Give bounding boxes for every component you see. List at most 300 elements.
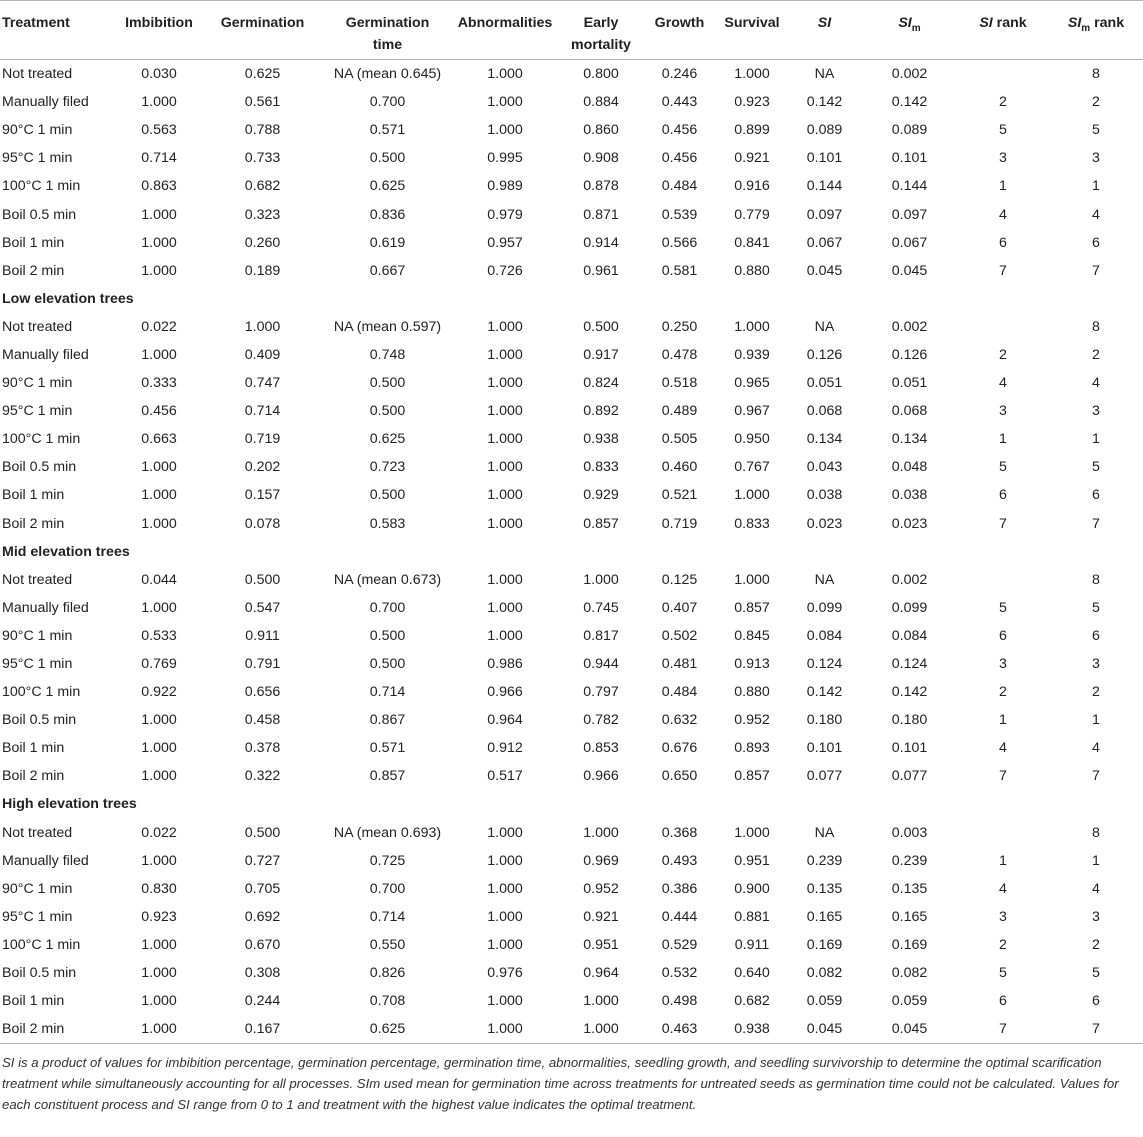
table-cell: 0.727 — [244, 852, 281, 869]
table-cell: 1.000 — [141, 94, 177, 111]
group-heading-row — [0, 790, 1143, 818]
table-cell: 0.409 — [244, 346, 281, 363]
table-cell: 1.000 — [487, 852, 523, 869]
table-cell: 0.860 — [583, 122, 619, 139]
table-cell: 0.077 — [891, 768, 928, 785]
table-cell: Boil 0.5 min — [2, 965, 77, 982]
table-cell: 0.101 — [806, 740, 843, 757]
table-row — [0, 1015, 1143, 1044]
table-cell: 5 — [1092, 965, 1100, 982]
table-cell: 0.142 — [806, 684, 843, 701]
table-cell: 1.000 — [487, 375, 523, 392]
table-cell: 0.484 — [661, 684, 698, 701]
table-row — [0, 200, 1143, 228]
table-cell: 1.000 — [141, 459, 177, 476]
table-row — [0, 594, 1143, 622]
table-cell: 0.952 — [734, 712, 770, 729]
table-cell: 0.322 — [244, 768, 281, 785]
table-cell: 0.800 — [583, 66, 619, 83]
table-cell: 0.881 — [734, 908, 770, 925]
table-cell: 0.682 — [734, 993, 770, 1010]
table-cell: 100°C 1 min — [2, 431, 81, 448]
table-row — [0, 257, 1143, 285]
table-cell: 0.533 — [141, 627, 177, 644]
table-cell: 0.134 — [806, 431, 843, 448]
table-cell: 0.002 — [891, 571, 928, 588]
table-cell: 6 — [1092, 993, 1100, 1010]
column-header: Germination time — [345, 15, 430, 53]
table-cell: 0.458 — [244, 712, 281, 729]
table-cell: Boil 1 min — [2, 234, 65, 251]
table-cell: 0.961 — [583, 262, 619, 279]
table-cell: 3 — [999, 908, 1007, 925]
table-cell: 90°C 1 min — [2, 627, 73, 644]
table-cell: 0.067 — [891, 234, 928, 251]
table-cell: 0.481 — [661, 656, 698, 673]
table-cell: 0.126 — [891, 346, 928, 363]
table-cell: 7 — [1092, 768, 1100, 785]
table-cell: 1 — [1092, 712, 1100, 729]
table-row — [0, 172, 1143, 200]
table-cell: 0.082 — [806, 965, 843, 982]
table-cell: Manually filed — [2, 852, 89, 869]
table-cell: 3 — [1092, 908, 1100, 925]
table-cell: 0.939 — [734, 346, 770, 363]
table-cell: 0.456 — [661, 150, 698, 167]
table-cell: 0.484 — [661, 178, 698, 195]
column-header: Germination — [220, 15, 305, 31]
table-cell: 0.705 — [244, 880, 281, 897]
table-cell: 0.824 — [583, 375, 619, 392]
table-cell: 0.714 — [369, 684, 406, 701]
table-cell: 0.333 — [141, 375, 177, 392]
table-row — [0, 706, 1143, 734]
table-cell: 1.000 — [487, 346, 523, 363]
table-cell: 0.378 — [244, 740, 281, 757]
table-cell: 0.723 — [369, 459, 406, 476]
table-cell: 1.000 — [141, 346, 177, 363]
table-cell: 0.656 — [244, 684, 281, 701]
table-cell: 100°C 1 min — [2, 936, 81, 953]
table-cell: 0.167 — [244, 1021, 281, 1038]
table-cell: 0.084 — [891, 627, 928, 644]
table-cell: 0.700 — [369, 94, 406, 111]
table-cell: 0.726 — [487, 262, 523, 279]
table-cell: 0.045 — [806, 262, 843, 279]
table-cell: 7 — [999, 768, 1007, 785]
table-cell: 4 — [1092, 880, 1100, 897]
column-header: Survival — [724, 15, 780, 31]
table-cell: 0.068 — [806, 403, 843, 420]
table-cell: 0.084 — [806, 627, 843, 644]
table-cell: 8 — [1092, 824, 1100, 841]
table-cell: 1.000 — [244, 318, 281, 335]
table-cell — [957, 313, 1049, 341]
table-cell: 0.957 — [487, 234, 523, 251]
table-cell: 0.571 — [369, 122, 406, 139]
table-cell: 1.000 — [487, 515, 523, 532]
table-cell: 7 — [1092, 515, 1100, 532]
table-cell: Boil 0.5 min — [2, 206, 77, 223]
table-row — [0, 762, 1143, 790]
table-cell: 0.880 — [734, 262, 770, 279]
table-cell: 1.000 — [487, 627, 523, 644]
table-cell: 0.571 — [369, 740, 406, 757]
column-header: Abnormalities — [457, 15, 553, 31]
table-cell: 0.782 — [583, 712, 619, 729]
table-cell: 0.966 — [583, 768, 619, 785]
table-cell: 1.000 — [141, 262, 177, 279]
table-row — [0, 734, 1143, 762]
table-cell: 0.022 — [141, 824, 177, 841]
table-cell: 2 — [999, 684, 1007, 701]
table-cell: 0.202 — [244, 459, 281, 476]
table-cell: NA (mean 0.645) — [333, 66, 442, 83]
table-cell: 0.719 — [244, 431, 281, 448]
table-row — [0, 987, 1143, 1015]
table-cell: 1.000 — [487, 908, 523, 925]
table-cell: 0.518 — [661, 375, 698, 392]
table-cell: 0.917 — [583, 346, 619, 363]
table-cell: 0.857 — [734, 768, 770, 785]
table-cell: 0.456 — [661, 122, 698, 139]
table-cell: 6 — [999, 627, 1007, 644]
column-header: $SI_m$ rank — [1067, 15, 1125, 34]
table-cell: 0.995 — [487, 150, 523, 167]
table-cell: 0.500 — [583, 318, 619, 335]
table-cell: 0.134 — [891, 431, 928, 448]
table-cell: 2 — [1092, 346, 1100, 363]
table-cell: 1.000 — [583, 571, 619, 588]
table-cell: 0.059 — [806, 993, 843, 1010]
table-cell: 6 — [1092, 627, 1100, 644]
table-cell: 0.539 — [661, 206, 698, 223]
table-cell: 6 — [999, 993, 1007, 1010]
table-cell: 0.500 — [369, 487, 406, 504]
table-cell: 0.521 — [661, 487, 698, 504]
table-row — [0, 229, 1143, 257]
table-cell: Not treated — [2, 66, 73, 83]
table-cell: 0.561 — [244, 94, 281, 111]
table-cell: 1.000 — [487, 880, 523, 897]
table-cell: 0.023 — [806, 515, 843, 532]
table-cell: 0.097 — [891, 206, 928, 223]
table-cell: 0.841 — [734, 234, 770, 251]
table-cell: 4 — [1092, 740, 1100, 757]
table-cell: 0.547 — [244, 599, 281, 616]
table-cell: 0.899 — [734, 122, 770, 139]
table-cell: 1.000 — [583, 1021, 619, 1038]
table-cell: 0.921 — [583, 908, 619, 925]
table-cell: 0.952 — [583, 880, 619, 897]
table-cell: 0.460 — [661, 459, 698, 476]
table-cell: 0.165 — [891, 908, 928, 925]
table-cell: 0.068 — [891, 403, 928, 420]
table-cell: 0.857 — [583, 515, 619, 532]
group-heading-row — [0, 538, 1143, 566]
table-cell: 0.038 — [891, 487, 928, 504]
table-cell: 0.853 — [583, 740, 619, 757]
table-cell: 0.407 — [661, 599, 698, 616]
table-cell: 0.913 — [734, 656, 770, 673]
table-cell: 0.045 — [891, 1021, 928, 1038]
table-cell: 0.923 — [141, 908, 177, 925]
table-cell: NA — [814, 318, 835, 335]
table-cell: 0.912 — [487, 740, 523, 757]
table-cell: 0.500 — [244, 824, 281, 841]
table-cell: 0.566 — [661, 234, 698, 251]
table-row — [0, 313, 1143, 341]
table-cell: 0.246 — [661, 66, 698, 83]
table-cell: 1.000 — [487, 824, 523, 841]
table-cell: 100°C 1 min — [2, 684, 81, 701]
table-cell: 0.051 — [806, 375, 843, 392]
table-cell: 1.000 — [734, 318, 770, 335]
table-cell: 0.239 — [806, 852, 843, 869]
table-cell: 0.725 — [369, 852, 406, 869]
table-cell: 0.500 — [369, 403, 406, 420]
table-cell: 0.836 — [369, 206, 406, 223]
table-cell: 1.000 — [487, 459, 523, 476]
table-cell: 4 — [999, 206, 1007, 223]
table-row — [0, 650, 1143, 678]
table-cell: 0.714 — [369, 908, 406, 925]
table-cell: 0.101 — [891, 740, 928, 757]
table-cell: 0.443 — [661, 94, 698, 111]
table-row — [0, 116, 1143, 144]
column-header: Imbibition — [125, 15, 193, 31]
table-footnote: SI is a product of values for imbibition percentage, germination percentage, germination time, abnormalities, seedling growth, and seedling survivorship to determine the optimal scarification treatment while simultaneously accounting for all processes. SIm used mean for germination time across treatments for untreated seeds as germination time could not be calculated. Values for each constituent process and SI range from 0 to 1 and treatment with the highest value indicates the optimal treatment. — [2, 1055, 1119, 1113]
table-cell: NA (mean 0.597) — [333, 318, 442, 335]
table-cell: 0.142 — [891, 684, 928, 701]
table-cell: 95°C 1 min — [2, 656, 73, 673]
table-cell: 1.000 — [487, 993, 523, 1010]
table-cell: 0.456 — [141, 403, 177, 420]
table-cell: 0.867 — [369, 712, 406, 729]
table-cell: 0.986 — [487, 656, 523, 673]
table-cell: NA — [814, 66, 835, 83]
table-row — [0, 510, 1143, 538]
table-cell: 0.914 — [583, 234, 619, 251]
table-cell: 7 — [999, 1021, 1007, 1038]
table-cell: 0.038 — [806, 487, 843, 504]
table-cell: 0.625 — [369, 1021, 406, 1038]
table-cell: 0.833 — [734, 515, 770, 532]
table-cell: 1 — [999, 431, 1007, 448]
table-cell: 0.500 — [244, 571, 281, 588]
table-cell: Boil 1 min — [2, 487, 65, 504]
table-cell: 1.000 — [141, 599, 177, 616]
table-cell: 0.893 — [734, 740, 770, 757]
table-cell: 0.667 — [369, 262, 406, 279]
table-cell: 0.124 — [806, 656, 843, 673]
table-cell: 0.663 — [141, 431, 177, 448]
table-cell: 0.126 — [806, 346, 843, 363]
table-cell: 95°C 1 min — [2, 403, 73, 420]
table-cell: 1.000 — [487, 571, 523, 588]
table-cell: Boil 2 min — [2, 515, 65, 532]
table-cell: 8 — [1092, 318, 1100, 335]
table-cell: 1.000 — [487, 318, 523, 335]
table-cell: 90°C 1 min — [2, 375, 73, 392]
table-row — [0, 819, 1143, 847]
table-cell: 0.444 — [661, 908, 698, 925]
table-cell: 1.000 — [141, 712, 177, 729]
table-cell: 0.833 — [583, 459, 619, 476]
table-cell: 0.719 — [661, 515, 698, 532]
table-cell: 1.000 — [487, 94, 523, 111]
table-cell: NA — [814, 824, 835, 841]
table-cell: 0.767 — [734, 459, 770, 476]
table-row — [0, 397, 1143, 425]
table-cell: 2 — [1092, 684, 1100, 701]
table-cell: 0.493 — [661, 852, 698, 869]
table-cell: 0.951 — [734, 852, 770, 869]
table-cell: 0.386 — [661, 880, 698, 897]
table-cell: 1.000 — [487, 487, 523, 504]
table-cell: 1.000 — [487, 431, 523, 448]
group-heading: Mid elevation trees — [2, 543, 130, 560]
table-cell: 0.830 — [141, 880, 177, 897]
table-cell: 3 — [999, 403, 1007, 420]
table-cell: 6 — [1092, 487, 1100, 504]
table-cell: 0.670 — [244, 936, 281, 953]
table-cell: 5 — [1092, 459, 1100, 476]
table-cell: 0.880 — [734, 684, 770, 701]
table-cell: 0.884 — [583, 94, 619, 111]
table-cell: 0.748 — [369, 346, 406, 363]
table-cell: 0.059 — [891, 993, 928, 1010]
table-cell: 1.000 — [141, 740, 177, 757]
table-cell: 0.165 — [806, 908, 843, 925]
table-cell: 0.067 — [806, 234, 843, 251]
table-row — [0, 60, 1143, 89]
table-cell: 4 — [999, 880, 1007, 897]
group-heading-row — [0, 285, 1143, 313]
table-row — [0, 88, 1143, 116]
table-cell: 7 — [999, 515, 1007, 532]
table-cell: 0.260 — [244, 234, 281, 251]
table-cell: 0.951 — [583, 936, 619, 953]
table-cell: 1.000 — [734, 571, 770, 588]
table-cell: 6 — [999, 487, 1007, 504]
table-cell: 7 — [1092, 262, 1100, 279]
table-cell: 0.532 — [661, 965, 698, 982]
table-cell: 0.857 — [369, 768, 406, 785]
table-cell: 0.797 — [583, 684, 619, 701]
table-cell: 1.000 — [141, 487, 177, 504]
table-cell: 0.048 — [891, 459, 928, 476]
table-cell: 0.142 — [891, 94, 928, 111]
table-cell: 0.676 — [661, 740, 698, 757]
column-header: SI rank — [979, 15, 1027, 31]
table-row — [0, 875, 1143, 903]
table-row — [0, 903, 1143, 931]
table-cell: 0.097 — [806, 206, 843, 223]
table-cell: 0.023 — [891, 515, 928, 532]
table-cell: 0.082 — [891, 965, 928, 982]
table-cell: 0.239 — [891, 852, 928, 869]
table-cell: 2 — [999, 346, 1007, 363]
table-cell: 0.124 — [891, 656, 928, 673]
table-cell: NA (mean 0.673) — [333, 571, 442, 588]
table-cell: 3 — [1092, 403, 1100, 420]
table-cell: Manually filed — [2, 94, 89, 111]
table-cell: 0.051 — [891, 375, 928, 392]
table-cell: Not treated — [2, 318, 73, 335]
table-row — [0, 847, 1143, 875]
table-cell: 0.498 — [661, 993, 698, 1010]
table-cell: 0.625 — [244, 66, 281, 83]
table-header-row — [0, 1, 1143, 60]
table-cell: 5 — [999, 122, 1007, 139]
table-cell: 0.099 — [891, 599, 928, 616]
table-cell: 0.788 — [244, 122, 281, 139]
table-cell: 4 — [999, 740, 1007, 757]
table-cell: 1.000 — [141, 993, 177, 1010]
table-cell: 0.135 — [891, 880, 928, 897]
table-cell: 1.000 — [487, 936, 523, 953]
table-cell: 0.911 — [734, 936, 770, 953]
table-cell: 0.921 — [734, 150, 770, 167]
table-cell: 1.000 — [487, 1021, 523, 1038]
table-cell: 0.908 — [583, 150, 619, 167]
table-cell: NA (mean 0.693) — [333, 824, 442, 841]
table-cell: 5 — [999, 965, 1007, 982]
table-cell: 1.000 — [583, 993, 619, 1010]
table-cell: 0.791 — [244, 656, 281, 673]
table-cell: 0.089 — [806, 122, 843, 139]
table-cell: 0.632 — [661, 712, 698, 729]
table-cell: 0.708 — [369, 993, 406, 1010]
table-cell: Boil 2 min — [2, 262, 65, 279]
table-cell: 0.878 — [583, 178, 619, 195]
table-cell: 0.625 — [369, 178, 406, 195]
table-cell: 6 — [999, 234, 1007, 251]
table-cell: 0.967 — [734, 403, 770, 420]
table-row — [0, 144, 1143, 172]
table-cell: 0.045 — [806, 1021, 843, 1038]
table-cell: 0.030 — [141, 66, 177, 83]
column-header: Growth — [654, 15, 705, 31]
table-cell: 8 — [1092, 571, 1100, 588]
table-cell: 0.089 — [891, 122, 928, 139]
table-cell: 1.000 — [487, 122, 523, 139]
table-cell: 0.965 — [734, 375, 770, 392]
table-cell: 0.308 — [244, 965, 281, 982]
table-cell: 1.000 — [141, 206, 177, 223]
table-cell: 0.871 — [583, 206, 619, 223]
table-cell: 3 — [999, 150, 1007, 167]
table-cell: 2 — [1092, 936, 1100, 953]
table-row — [0, 369, 1143, 397]
table-cell: 0.463 — [661, 1021, 698, 1038]
table-cell: 8 — [1092, 66, 1100, 83]
table-cell: 0.022 — [141, 318, 177, 335]
table-cell: Manually filed — [2, 346, 89, 363]
table-body — [0, 60, 1143, 1044]
table-cell: 1 — [1092, 178, 1100, 195]
table-cell: 0.929 — [583, 487, 619, 504]
table-cell: Manually filed — [2, 599, 89, 616]
table-cell: 0.817 — [583, 627, 619, 644]
table-cell: 1.000 — [141, 965, 177, 982]
table-cell: 5 — [1092, 122, 1100, 139]
table-cell: 0.529 — [661, 936, 698, 953]
table-cell: 5 — [999, 459, 1007, 476]
table-cell: 0.892 — [583, 403, 619, 420]
table-cell: 0.976 — [487, 965, 523, 982]
